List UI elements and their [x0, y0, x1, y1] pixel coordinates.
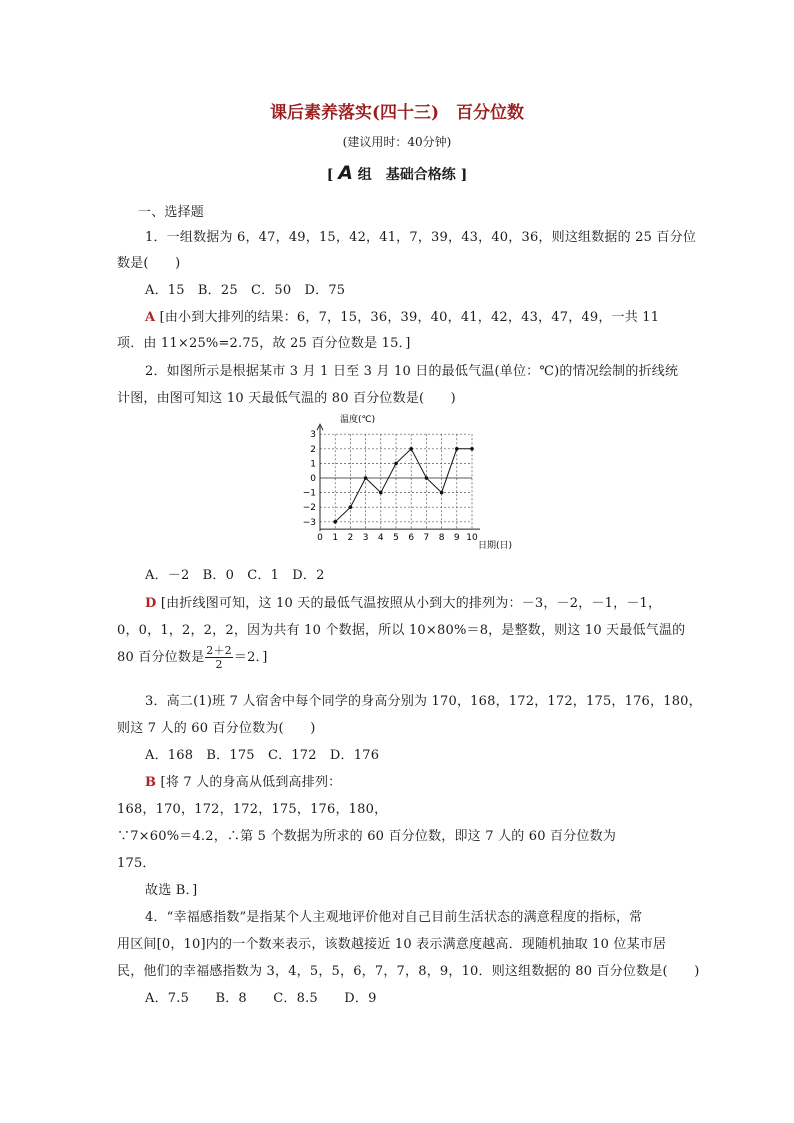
suggested-time: (建议用时：40分钟) [342, 135, 452, 149]
q2-solution-suffix: ＝2．] [233, 650, 268, 665]
page-title: 课后素养落实(四十三) 百分位数 [269, 103, 525, 123]
chart-axes [317, 424, 480, 531]
temperature-series-line [335, 449, 472, 522]
x-tick-label: 10 [466, 533, 478, 544]
x-tick-label: 5 [393, 533, 399, 544]
fraction [205, 644, 233, 671]
q1-solution-text: [由小到大排列的结果：6，7，15，36，39，40，41，42，43，47，49，一共 11 [159, 310, 660, 325]
y-axis-label: 温度(℃) [340, 415, 376, 425]
x-tick-label: 4 [377, 533, 384, 544]
x-axis-label: 日期(日) [478, 541, 513, 551]
q4-line2: 用区间[0，10]内的一个数来表示，该数越接近 10 表示满意度越高．现随机抽取 10 位某市居 [117, 937, 667, 952]
group-letter: A [338, 162, 353, 184]
q3-line2: 则这 7 人的 60 百分位数为( ) [117, 721, 316, 736]
q2-solution-text: [由折线图可知，这 10 天的最低气温按照从小到大的排列为：－3，－2，－1，－1， [160, 596, 662, 611]
data-point [394, 462, 398, 466]
y-tick-label: 2 [310, 444, 316, 455]
x-tick-label: 0 [317, 533, 323, 544]
q2-line2: 计图，由图可知这 10 天最低气温的 80 百分位数是( ) [117, 391, 456, 406]
q3-solution-line2: 168，170，172，172，175，176，180， [117, 802, 388, 817]
q4-line1: 4．“幸福感指数”是指某个人主观地评价他对自己目前生活状态的满意程度的指标，常 [145, 910, 643, 925]
x-tick-label: 1 [332, 533, 339, 544]
q1-line2: 数是( ) [117, 256, 181, 271]
data-point [379, 491, 383, 495]
data-point [364, 476, 368, 480]
fraction-numerator: 2＋2 [206, 644, 232, 657]
x-tick-label: 8 [438, 533, 445, 544]
q1-solution-line2: 项．由 11×25%=2.75，故 25 百分位数是 15．] [117, 336, 411, 351]
fraction-denominator: 2 [215, 658, 223, 671]
group-bracket-close: ] [460, 167, 468, 183]
q3-line1: 3．高二(1)班 7 人宿舍中每个同学的身高分别为 170，168，172，172，175，176，180， [145, 694, 702, 709]
y-tick-label: −1 [302, 488, 316, 499]
y-tick-label: −3 [302, 517, 316, 528]
q3-answer: B [145, 775, 157, 790]
data-point [333, 520, 337, 524]
q3-solution-line3: ∵7×60%＝4.2，∴第 5 个数据为所求的 60 百分位数，即这 7 人的 60 百分位数为 [117, 829, 617, 844]
q3-solution-line1 [145, 771, 341, 790]
q4-line3: 民，他们的幸福感指数为 3，4，5，5，6，7，7，8，9，10．则这组数据的 80 百分位数是( ) [117, 964, 700, 979]
group-bracket-open: [ [326, 167, 334, 183]
y-tick-label: 1 [310, 459, 316, 470]
x-tick-label: 3 [362, 533, 369, 544]
y-tick-label: 3 [310, 430, 316, 441]
q2-solution-prefix: 80 百分位数是 [117, 650, 205, 665]
q2-solution-line3 [117, 644, 268, 671]
q1-line1: 1．一组数据为 6，47，49，15，42，41，7，39，43，40，36，则这组数据的 25 百分位 [145, 230, 697, 245]
y-tick-label: −2 [302, 503, 316, 514]
q2-solution-line1 [145, 592, 661, 611]
x-tick-label: 9 [453, 533, 460, 544]
data-point [425, 476, 429, 480]
q4-options: A．7.5 B．8 C．8.5 D．9 [145, 991, 377, 1006]
group-label: 组 基础合格练 [357, 167, 456, 183]
q1-answer: A [145, 310, 156, 325]
data-point [409, 447, 413, 451]
q2-answer: D [145, 596, 157, 611]
q2-line1: 2．如图所示是根据某市 3 月 1 日至 3 月 10 日的最低气温(单位：℃)的情况绘制的折线统 [145, 364, 679, 379]
y-tick-label: 0 [310, 474, 316, 484]
q2-solution-line2: 0，0，1，2，2，2，因为共有 10 个数据，所以 10×80%＝8，是整数，则这 10 天最低气温的 [117, 623, 686, 638]
q3-options: A．168 B．175 C．172 D．176 [145, 748, 380, 763]
q2-options: A．－2 B．0 C．1 D．2 [145, 568, 325, 583]
chart-series [333, 447, 473, 524]
data-point [455, 447, 459, 451]
x-tick-label: 6 [408, 533, 415, 544]
chart-ticks [303, 430, 478, 543]
temperature-line-chart [300, 408, 530, 553]
q3-solution-line4: 175． [117, 856, 156, 871]
data-point [349, 505, 353, 509]
data-point [440, 491, 444, 495]
q3-solution-line5: 故选 B．] [145, 883, 198, 898]
x-tick-label: 7 [423, 533, 430, 544]
q3-solution-text: [将 7 人的身高从低到高排列： [160, 775, 342, 790]
group-heading [0, 162, 794, 184]
data-point [470, 447, 474, 451]
section-heading: 一、选择题 [138, 205, 205, 220]
q1-options: A．15 B．25 C．50 D．75 [145, 283, 346, 298]
x-tick-label: 2 [347, 533, 354, 544]
q1-solution-line1 [145, 306, 659, 325]
